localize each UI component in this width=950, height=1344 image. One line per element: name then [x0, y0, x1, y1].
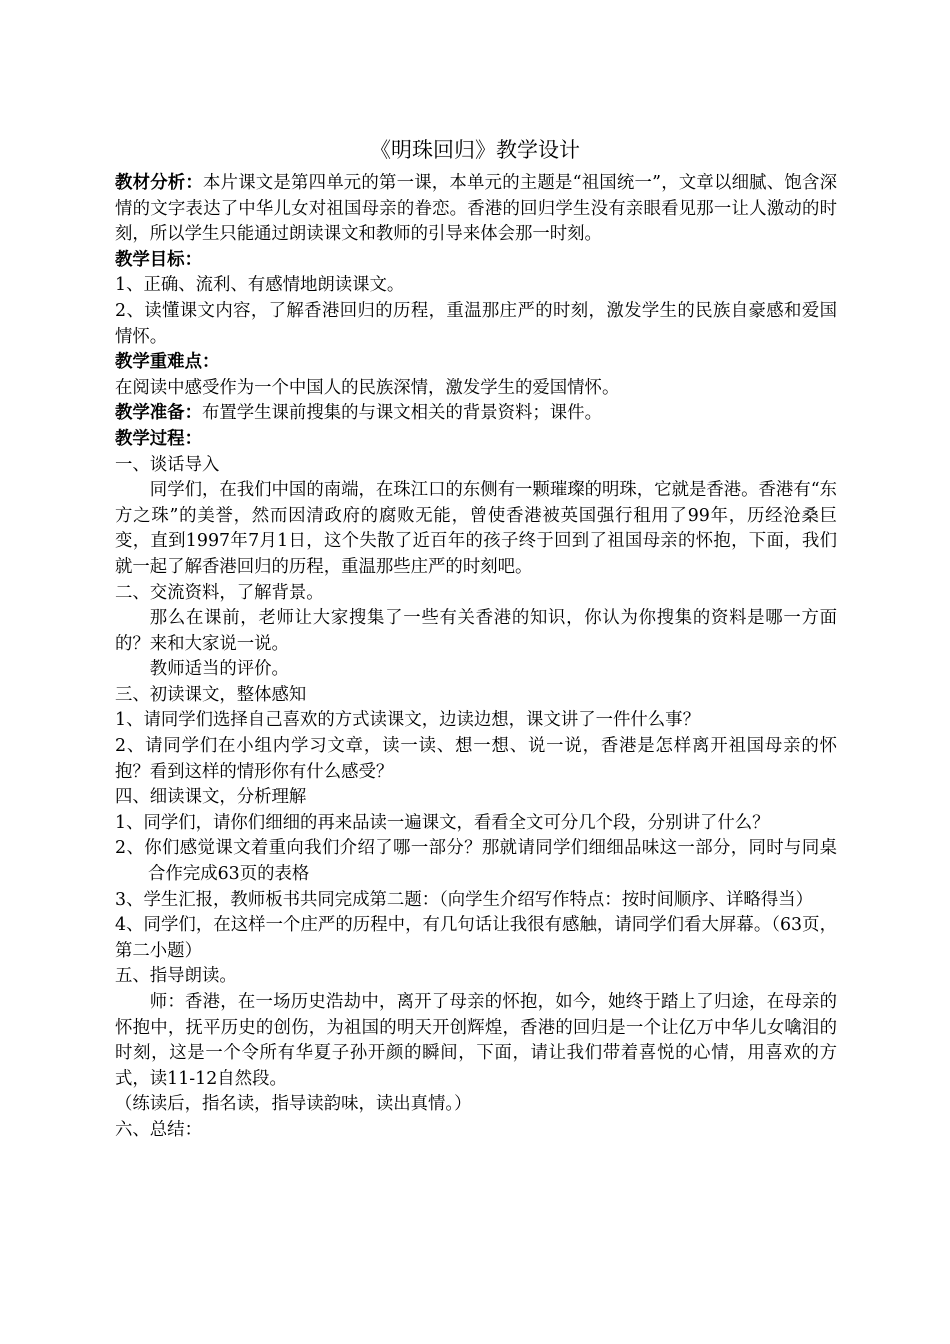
- section-4-item-4: 4、同学们，在这样一个庄严的历程中，有几句话让我很有感触，请同学们看大屏幕。（63页，第二小题）: [115, 915, 837, 961]
- key-points-heading: [115, 350, 837, 376]
- key-points-text: 在阅读中感受作为一个中国人的民族深情，激发学生的爱国情怀。: [115, 377, 620, 398]
- section-3-item-1: 1、请同学们选择自己喜欢的方式读课文，边读边想，课文讲了一件什么事？: [115, 710, 700, 731]
- section-2-paragraph-2: 教师适当的评价。: [149, 659, 289, 680]
- section-6-heading: 六、总结：: [115, 1119, 202, 1140]
- document-title: 《明珠回归》教学设计: [370, 138, 580, 162]
- goal-item-2: 2、读懂课文内容，了解香港回归的历程，重温那庄严的时刻，激发学生的民族自豪感和爱国情怀。: [115, 300, 837, 347]
- section-2-heading: 二、交流资料，了解背景。: [115, 582, 324, 603]
- section-5-heading: 五、指导朗读。: [115, 966, 237, 987]
- preparation-text: 布置学生课前搜集的与课文相关的背景资料；课件。: [201, 403, 602, 424]
- section-4-item-1: 1、同学们，请你们细细的再来品读一遍课文，看看全文可分几个段，分别讲了什么？: [115, 812, 770, 833]
- section-4-item-3: 3、学生汇报，教师板书共同完成第二题：（向学生介绍写作特点：按时间顺序、详略得当）: [115, 889, 813, 910]
- preparation-label: 教学准备：: [115, 403, 202, 424]
- section-3-item-2: 2、请同学们在小组内学习文章，读一读、想一想、说一说，香港是怎样离开祖国母亲的怀抱？看到这样的情形你有什么感受？: [115, 736, 837, 782]
- analysis-label: 教材分析：: [115, 173, 203, 193]
- process-label: 教学过程：: [115, 428, 202, 449]
- section-1-paragraph: 同学们，在我们中国的南端，在珠江口的东侧有一颗璀璨的明珠，它就是香港。香港有“东方之珠”的美誉，然而因清政府的腐败无能，曾使香港被英国强行租用了99年，历经沧桑巨变，直到1997年7月1日，这个失散了近百年的孩子终于回到了祖国母亲的怀抱，下面，我们就一起了解香港回归的历程，重温那些庄严的时刻吧。: [115, 480, 837, 577]
- analysis-text: 本片课文是第四单元的第一课，本单元的主题是“祖国统一”，文章以细腻、饱含深情的文字表达了中华儿女对祖国母亲的眷恋。香港的回归学生没有亲眼看见那一让人激动的时刻，所以学生只能通过朗读课文和教师的引导来体会那一时刻。: [115, 173, 837, 245]
- section-3-heading: 三、初读课文，整体感知: [115, 684, 307, 705]
- document-body: [115, 171, 837, 1144]
- goal-item-1: 1、正确、流利、有感情地朗读课文。: [115, 275, 405, 296]
- section-4-item-2: 2、你们感觉课文着重向我们介绍了哪一部分？那就请同学们细细品味这一部分，同时与同桌合作完成63页的表格: [115, 838, 837, 885]
- goals-label: 教学目标：: [115, 249, 202, 270]
- process-heading: [115, 427, 837, 453]
- section-2-paragraph-1: 那么在课前，老师让大家搜集了一些有关香港的知识，你认为你搜集的资料是哪一方面的？来和大家说一说。: [115, 608, 837, 654]
- preparation-paragraph: [115, 401, 837, 427]
- analysis-paragraph: [115, 171, 837, 248]
- section-1-heading: 一、谈话导入: [115, 454, 220, 475]
- section-5-paragraph: 师：香港，在一场历史浩劫中，离开了母亲的怀抱，如今，她终于踏上了归途，在母亲的怀抱中，抚平历史的创伤，为祖国的明天开创辉煌，香港的回归是一个让亿万中华儿女噙泪的时刻，这是一个令所有华夏子孙开颜的瞬间，下面，请让我们带着喜悦的心情，用喜欢的方式，读11-12自然段。: [115, 992, 837, 1089]
- section-4-heading: 四、细读课文，分析理解: [115, 787, 307, 808]
- section-5-note: （练读后，指名读，指导读韵味，读出真情。）: [115, 1094, 472, 1115]
- key-points-label: 教学重难点：: [115, 352, 220, 373]
- goals-heading: [115, 248, 837, 274]
